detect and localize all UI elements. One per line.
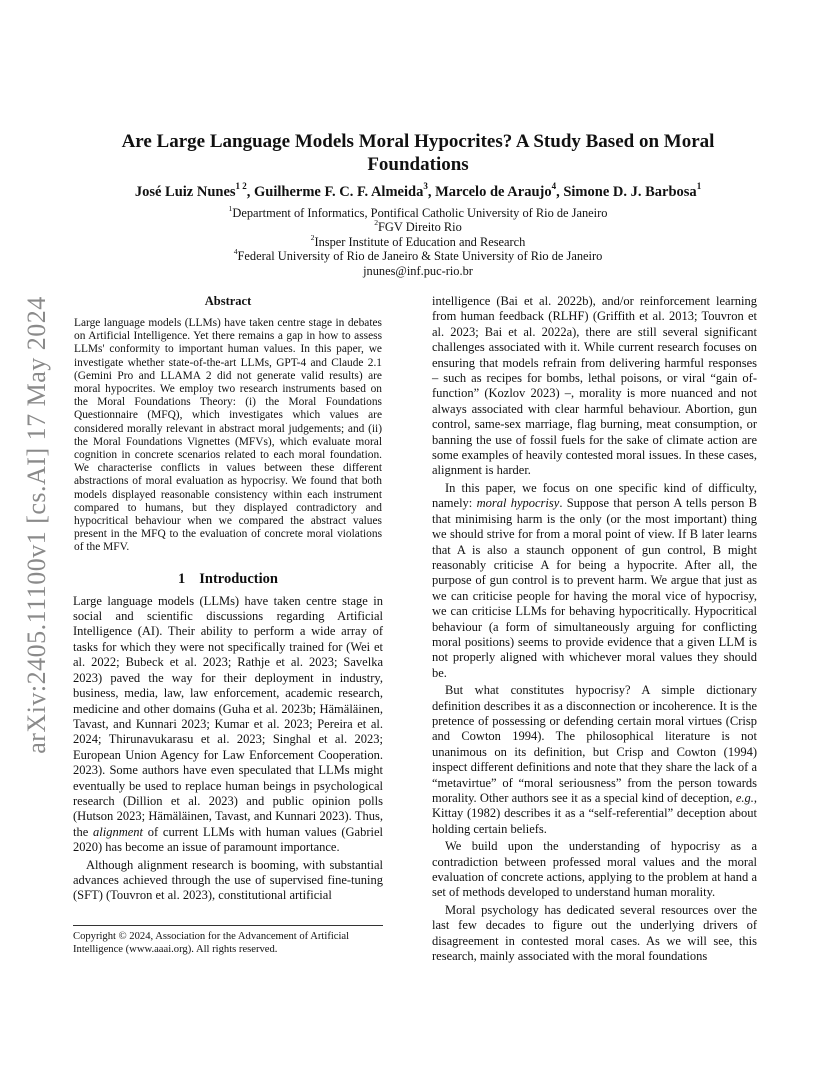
- affiliation-text: Insper Institute of Education and Research: [314, 234, 526, 249]
- arxiv-identifier: arXiv:2405.11100v1 [cs.AI] 17 May 2024: [22, 296, 51, 754]
- emphasis-text: e.g.: [735, 791, 754, 805]
- section-heading: [73, 571, 383, 588]
- affiliation-text: FGV Direito Rio: [378, 220, 462, 235]
- affiliation: [120, 203, 716, 220]
- author-affiliation-marker: 4: [551, 180, 557, 191]
- affiliation-marker: 2: [310, 232, 315, 242]
- author-affiliation-marker: 3: [423, 180, 428, 191]
- affiliation-text: Department of Informatics, Pontifical Catholic University of Rio de Janeiro: [232, 206, 608, 220]
- author-name: José Luiz Nunes: [134, 184, 236, 200]
- paper-title: Are Large Language Models Moral Hypocrites? A Study Based on Moral Foundations: [121, 131, 715, 175]
- affiliation-marker: 2: [374, 218, 379, 228]
- paragraph-text: But what constitutes hypocrisy? A simple dictionary definition describes it as a disconnection or incoherence. It is the pretence of possessing or defending certain moral virtues (Crisp and Cowton 1994). The philosophical literature is not unanimous on its definition, but Crisp and Cowton (1994) inspect different definitions and note that they share the lack of a “metavirtue” of “moral seriousness” from the person towards morality. Other authors see it as a special kind of deception,: [432, 683, 757, 805]
- paragraph-text: . Suppose that person A tells person B that minimising harm is the only (or the most important) thing we should strive for from a moral point of view. If B later learns that A is also a staunch opponent of gun control, B might reasonably criticise A for being a hypocrite. After all, the purpose of gun control is to prevent harm. We argue that just as we can criticise people for having the moral vice of hypocrisy, we can criticise LLMs for behaving hypocritically. Hypocritical behaviour (a form of simultaneously arguing for conflicting moral positions) seems to provide evidence that a given LLM is not properly aligned with whichever moral values they should be.: [432, 496, 758, 680]
- affiliation-marker: 1: [228, 203, 233, 213]
- arxiv-sidebar: [22, 290, 52, 760]
- email-text: jnunes@inf.puc-rio.br: [363, 263, 473, 278]
- section-number: 1: [178, 570, 186, 587]
- affiliation-marker: 4: [233, 246, 238, 256]
- body-paragraph: [432, 481, 757, 681]
- section-title-text: Introduction: [199, 570, 278, 587]
- affiliation-text: Federal University of Rio de Janeiro & State University of Rio de Janeiro: [237, 249, 603, 264]
- author-affiliation-marker: 1: [696, 180, 702, 191]
- abstract-text: Large language models (LLMs) have taken centre stage in debates on Artificial Intelligence. Yet there remains a gap in how to assess LLMs' conformity to important human values. In this paper, we investigate whether state-of-the-art LLMs, GPT-4 and Claude 2.1 (Gemini Pro and LLAMA 2 did not generate valid results) are moral hypocrites. We employ two research instruments based on the Moral Foundations Theory: (i) the Moral Foundations Questionnaire (MFQ), which investigates which values are considered morally relevant in abstract moral judgements; and (ii) the Moral Foundations Vignettes (MFVs), which evaluate moral cognition in concrete scenarios related to each moral foundation. We characterise conflicts in values between these different abstractions of moral evaluation as hypocrisy. We found that both models displayed reasonable consistency within each instrument compared to humans, but they displayed contradictory and hypocritical behaviour when we compared the abstract values present in the MFQ to the evaluation of concrete moral violations of the MFV.: [74, 317, 382, 554]
- emphasis-text: alignment: [93, 824, 144, 839]
- emphasis-text: moral hypocrisy: [476, 496, 560, 511]
- body-paragraph: Moral psychology has dedicated several resources over the last few decades to figure out the underlying drivers of disagreement in contested moral cases. As we will see, this research, mainly associated with the moral foundations: [432, 902, 757, 964]
- paragraph-text: Large language models (LLMs) have taken centre stage in social and scientific discussions regarding Artificial Intelligence (AI). Their ability to perform a wide array of tasks for which they were not specifically trained for (Wei et al. 2022; Bubeck et al. 2023; Rathje et al. 2023; Savelka 2023) paved the way for their deployment in industry, business, media, law, law enforcement, academic research, medicine and other domains (Guha et al. 2023b; Hämäläinen, Tavast, and Kunnari 2023; Kumar et al. 2023; Pereira et al. 2024; Thirunavukarasu et al. 2023; Singhal et al. 2023; European Union Agency for Law Enforcement Cooperation. 2023). Some authors have even speculated that LLMs might eventually be used to replace human beings in psychological research (Dillion et al. 2023) and public opinion polls (Hutson 2023; Hämäläinen, Tavast, and Kunnari 2023). Thus, the: [73, 593, 383, 839]
- intro-paragraph: [73, 594, 383, 856]
- body-paragraph: We build upon the understanding of hypocrisy as a contradiction between professed moral values and the moral evaluation of concrete actions, applying to the problem at hand a set of methods developed to understand human morality.: [432, 839, 757, 900]
- affiliation-list: [120, 203, 716, 278]
- right-column: [432, 294, 757, 964]
- contact-email: [120, 264, 716, 278]
- left-column: [73, 294, 383, 904]
- affiliation: [120, 220, 716, 234]
- copyright-footnote: Copyright © 2024, Association for the Advancement of Artificial Intelligence (www.aaai.org). All rights reserved.: [73, 925, 383, 956]
- body-paragraph: [432, 683, 757, 837]
- paragraph-text: In this paper, we focus on one specific kind of difficulty, namely:: [432, 480, 757, 511]
- affiliation: [120, 246, 716, 264]
- author-name: Simone D. J. Barbosa: [563, 184, 697, 200]
- affiliation: [120, 232, 716, 249]
- paragraph-text: of current LLMs with human values (Gabriel 2020) has become an issue of paramount importance.: [73, 824, 383, 855]
- abstract-heading: Abstract: [204, 294, 252, 308]
- author-name: Marcelo de Araujo: [435, 184, 552, 200]
- paragraph-text: , Kittay (1982) describes it as a “self-referential” deception about holding certain beliefs.: [432, 791, 758, 836]
- body-paragraph: intelligence (Bai et al. 2022b), and/or reinforcement learning from human feedback (RLHF) (Griffith et al. 2013; Touvron et al. 2023; Bai et al. 2022a), there are still several significant challenges associated with it. While current research focuses on ensuring that models refrain from delivering harmful responses – such as recipes for bombs, lethal poisons, or viral “gain of-function” (Kozlov 2023) –, morality is more nuanced and not always associated with clear harmful behaviour. Abortion, gun control, same-sex marriage, flag burning, meat consumption, or banning the use of fossil fuels for the sake of climate action are some examples of heavily contested moral issues. In these cases, alignment is harder.: [432, 294, 757, 478]
- author-list: José Luiz Nunes$^{1 2}$, Guilherme F. C. F. Almeida$^3$, Marcelo de Araujo$^4$, Simone D. J. Barbosa$^1$: [134, 180, 702, 200]
- author-affiliation-marker: 1 2: [235, 180, 247, 191]
- author-name: Guilherme F. C. F. Almeida: [254, 184, 424, 200]
- intro-paragraph: Although alignment research is booming, with substantial advances achieved through the use of supervised fine-tuning (SFT) (Touvron et al. 2023), constitutional artificial: [73, 857, 383, 903]
